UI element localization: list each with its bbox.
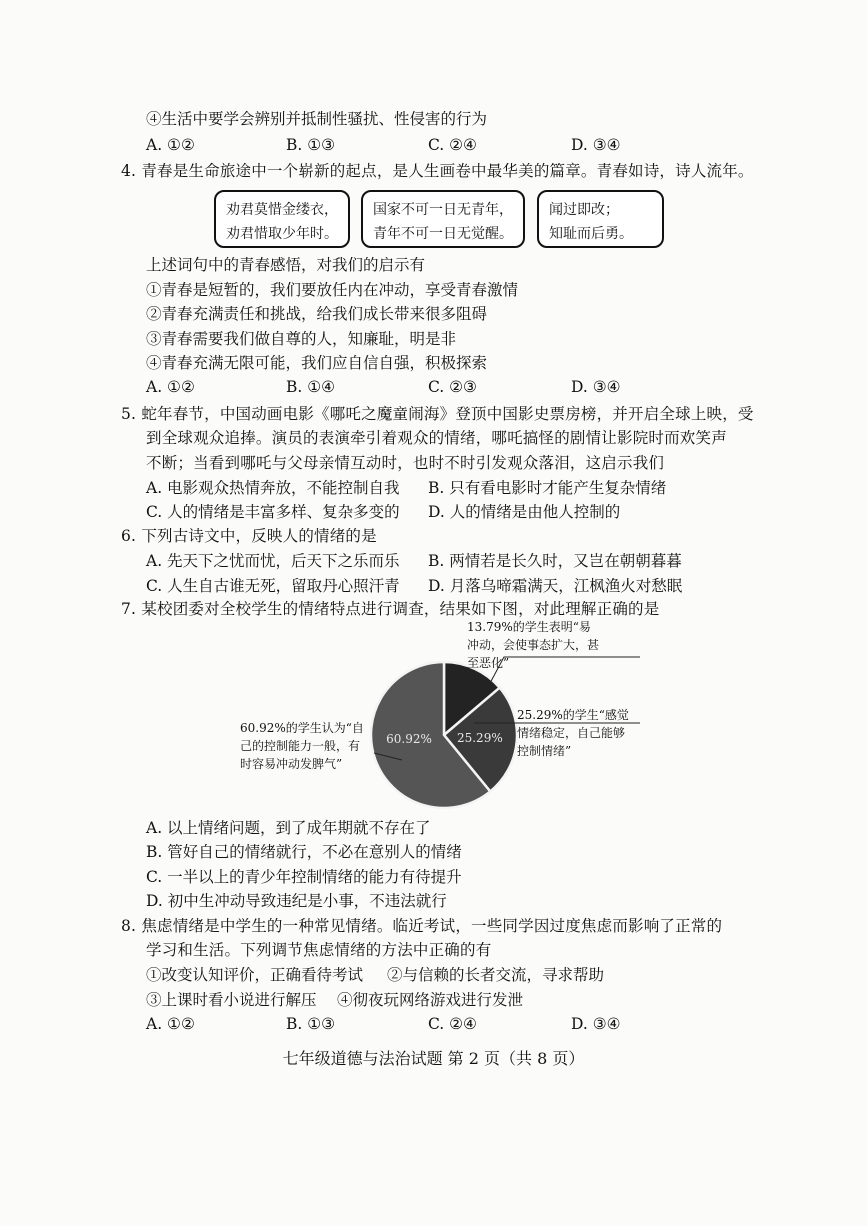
q8-item-2: ②与信赖的长者交流，寻求帮助	[387, 966, 605, 984]
q6-option-d[interactable]: D. 月落乌啼霜满天，江枫渔火对愁眠	[428, 577, 683, 595]
q8-option-c[interactable]: C. ②④	[428, 1015, 477, 1033]
q5-stem-line-3: 不断；当看到哪吒与父母亲情互动时，也时不时引发观众落泪，这启示我们	[146, 454, 665, 472]
q6-stem: 6. 下列古诗文中，反映人的情绪的是	[121, 527, 377, 545]
pie-annotation-1379	[467, 618, 599, 672]
q5-stem-line-2: 到全球观众追捧。演员的表演牵引着观众的情绪，哪吒搞怪的剧情让影院时而欢笑声	[146, 429, 727, 447]
q7-option-b[interactable]: B. 管好自己的情绪就行，不必在意别人的情绪	[146, 843, 462, 861]
q4-poem-box-1	[214, 190, 350, 248]
q5-stem-line-1: 5. 蛇年春节，中国动画电影《哪吒之魔童闹海》登顶中国影史票房榜，并开启全球上映，受	[121, 405, 754, 423]
pie-annotation-1379-line-1: 13.79%的学生表明“易	[467, 620, 591, 634]
q4-option-c[interactable]: C. ②③	[428, 378, 477, 396]
q4-poem-3-line-1: 闻过即改；	[549, 202, 619, 218]
q8-option-d[interactable]: D. ③④	[571, 1015, 621, 1033]
q4-option-a[interactable]: A. ①②	[146, 378, 195, 396]
q6-option-b[interactable]: B. 两情若是长久时，又岂在朝朝暮暮	[428, 552, 682, 570]
q3-option-d[interactable]: D. ③④	[571, 136, 621, 154]
q4-lead: 上述词句中的青春感悟，对我们的启示有	[146, 256, 426, 274]
q5-option-b[interactable]: B. 只有看电影时才能产生复杂情绪	[428, 479, 667, 497]
q5-option-c[interactable]: C. 人的情绪是丰富多样、复杂多变的	[146, 503, 400, 521]
q8-option-a[interactable]: A. ①②	[146, 1015, 195, 1033]
q8-item-3: ③上课时看小说进行解压	[146, 991, 317, 1009]
pie-label-2529: 25.29%	[456, 731, 503, 746]
pie-annotation-6092	[240, 719, 364, 773]
q4-option-b[interactable]: B. ①④	[286, 378, 336, 396]
q8-stem-line-2: 学习和生活。下列调节焦虑情绪的方法中正确的有	[146, 941, 492, 959]
pie-annotation-6092-line-1: 60.92%的学生认为“自	[240, 721, 364, 735]
q3-option-a[interactable]: A. ①②	[146, 136, 195, 154]
pie-annotation-6092-line-2: 己的控制能力一般，有	[240, 739, 361, 753]
q4-poem-box-2	[361, 190, 525, 248]
q4-stem: 4. 青春是生命旅途中一个崭新的起点，是人生画卷中最华美的篇章。青春如诗，诗人流年。	[121, 162, 754, 180]
q4-item-2: ②青春充满责任和挑战，给我们成长带来很多阻碍	[146, 305, 488, 323]
q7-option-d[interactable]: D. 初中生冲动导致违纪是小事，不违法就行	[146, 892, 447, 910]
pie-annotation-1379-line-2: 冲动，会使事态扩大，甚	[467, 638, 600, 652]
q4-poem-2-line-1: 国家不可一日无青年，	[373, 202, 513, 218]
q8-item-4: ④彻夜玩网络游戏进行发泄	[337, 991, 524, 1009]
q8-stem-line-1: 8. 焦虑情绪是中学生的一种常见情绪。临近考试，一些同学因过度焦虑而影响了正常的	[121, 917, 723, 935]
pie-annotation-2529-line-1: 25.29%的学生“感觉	[517, 708, 629, 722]
q4-poem-1-line-1: 劝君莫惜金缕衣，	[226, 202, 338, 218]
q5-option-a[interactable]: A. 电影观众热情奔放，不能控制自我	[146, 479, 400, 497]
q7-option-a[interactable]: A. 以上情绪问题，到了成年期就不存在了	[146, 819, 431, 837]
q5-option-d[interactable]: D. 人的情绪是由他人控制的	[428, 503, 621, 521]
q3-option-b[interactable]: B. ①③	[286, 136, 336, 154]
q3-item-4: ④生活中要学会辨别并抵制性骚扰、性侵害的行为	[146, 110, 488, 128]
q4-poem-1-line-2: 劝君惜取少年时。	[226, 226, 338, 242]
q7-stem: 7. 某校团委对全校学生的情绪特点进行调查，结果如下图，对此理解正确的是	[121, 600, 660, 618]
q4-poem-box-3	[537, 190, 664, 248]
pie-annotation-2529	[517, 706, 629, 760]
q6-option-c[interactable]: C. 人生自古谁无死，留取丹心照汗青	[146, 577, 400, 595]
q4-poem-3-line-2: 知耻而后勇。	[549, 226, 633, 242]
q8-item-1: ①改变认知评价，正确看待考试	[146, 966, 364, 984]
q4-option-d[interactable]: D. ③④	[571, 378, 621, 396]
pie-annotation-2529-line-2: 情绪稳定，自己能够	[517, 726, 626, 740]
q6-option-a[interactable]: A. 先天下之忧而忧，后天下之乐而乐	[146, 552, 400, 570]
q3-option-c[interactable]: C. ②④	[428, 136, 477, 154]
pie-annotation-1379-line-3: 至恶化”	[467, 656, 510, 670]
q4-item-1: ①青春是短暂的，我们要放任内在冲动，享受青春激情	[146, 281, 519, 299]
q7-option-c[interactable]: C. 一半以上的青少年控制情绪的能力有待提升	[146, 868, 462, 886]
page-footer: 七年级道德与法治试题 第 2 页（共 8 页）	[282, 1049, 585, 1068]
pie-label-6092: 60.92%	[386, 732, 432, 746]
pie-annotation-6092-line-3: 时容易冲动发脾气”	[240, 757, 343, 771]
pie-annotation-2529-line-3: 控制情绪”	[517, 744, 572, 758]
q4-item-3: ③青春需要我们做自尊的人，知廉耻，明是非	[146, 330, 457, 348]
q8-option-b[interactable]: B. ①③	[286, 1015, 336, 1033]
q4-item-4: ④青春充满无限可能，我们应自信自强，积极探索	[146, 354, 488, 372]
q4-poem-2-line-2: 青年不可一日无觉醒。	[373, 226, 513, 242]
